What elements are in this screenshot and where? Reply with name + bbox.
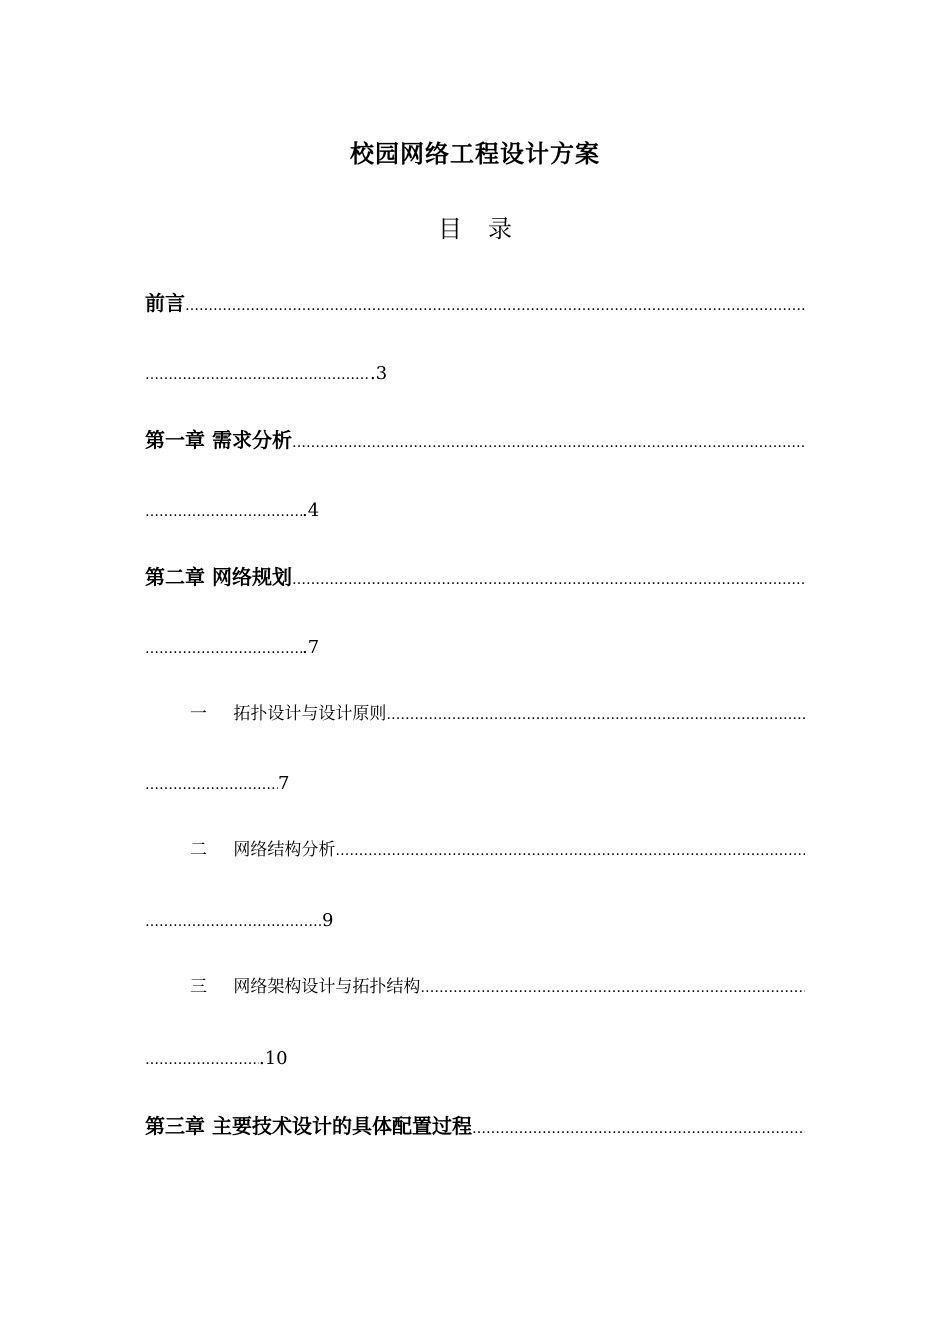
toc-section-number: 二 xyxy=(190,840,207,860)
toc-entry-label: 网络结构分析 xyxy=(233,840,336,860)
toc-entry-chapter-3[interactable] xyxy=(145,1110,805,1140)
toc-leader-dots xyxy=(145,1052,259,1068)
toc-leader-dots xyxy=(386,707,805,723)
toc-section-number: 一 xyxy=(190,704,207,724)
toc-section-number: 三 xyxy=(190,977,207,997)
toc-entry-label: 第二章 网络规划 xyxy=(145,565,292,589)
toc-leader-dots xyxy=(185,298,805,314)
document-title: 校园网络工程设计方案 xyxy=(350,140,600,168)
toc-continuation-preface xyxy=(145,363,387,391)
toc-continuation-section-1 xyxy=(145,773,289,801)
toc-page-number: 9 xyxy=(322,910,334,931)
toc-leader-dots xyxy=(335,843,805,859)
toc-entry-label: 网络架构设计与拓扑结构 xyxy=(233,977,421,997)
toc-page-number: .10 xyxy=(259,1048,288,1069)
toc-leader-dots xyxy=(292,435,805,451)
toc-page-number: .3 xyxy=(370,363,388,384)
toc-leader-dots xyxy=(145,777,278,793)
toc-leader-dots xyxy=(420,980,805,996)
toc-leader-dots xyxy=(472,1121,805,1137)
toc-entry-label: 第三章 主要技术设计的具体配置过程 xyxy=(145,1114,472,1138)
toc-leader-dots xyxy=(292,572,805,588)
toc-continuation-chapter-2 xyxy=(145,637,319,665)
toc-entry-preface[interactable] xyxy=(145,287,805,317)
toc-entry-chapter-1[interactable] xyxy=(145,424,805,454)
toc-entry-section-2[interactable] xyxy=(190,835,805,865)
toc-continuation-section-3 xyxy=(145,1048,288,1076)
toc-continuation-section-2 xyxy=(145,910,333,938)
toc-leader-dots xyxy=(145,504,302,520)
toc-leader-dots xyxy=(145,914,322,930)
toc-page-number: .7 xyxy=(302,637,320,658)
toc-continuation-chapter-1 xyxy=(145,500,319,528)
toc-entry-section-1[interactable] xyxy=(190,699,805,729)
toc-entry-chapter-2[interactable] xyxy=(145,561,805,591)
toc-page-number: .4 xyxy=(302,500,320,521)
toc-leader-dots xyxy=(145,367,370,383)
toc-page-number: 7 xyxy=(278,773,290,794)
toc-entry-label: 前言 xyxy=(145,291,185,315)
toc-entry-section-3[interactable] xyxy=(190,972,805,1002)
toc-leader-dots xyxy=(145,641,302,657)
toc-entry-label: 拓扑设计与设计原则 xyxy=(233,704,387,724)
toc-entry-label: 第一章 需求分析 xyxy=(145,428,292,452)
toc-heading: 目录 xyxy=(438,215,538,243)
